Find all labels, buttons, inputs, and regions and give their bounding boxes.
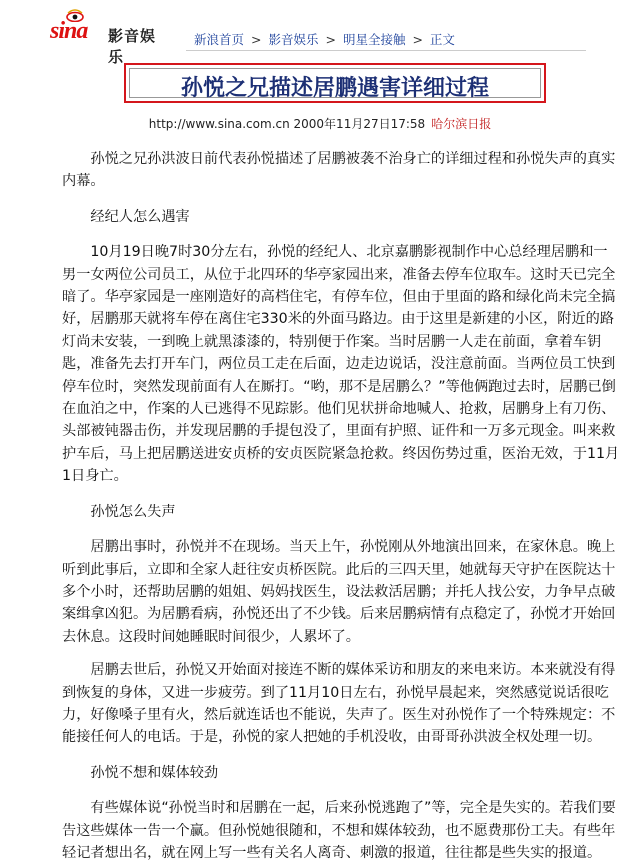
title-frame [124, 63, 546, 103]
logo-text: sina [50, 18, 88, 44]
breadcrumb-separator: > [325, 32, 336, 47]
breadcrumb-current[interactable]: 正文 [429, 32, 455, 47]
sina-logo[interactable] [50, 18, 170, 66]
breadcrumb-home[interactable]: 新浪首页 [194, 32, 245, 47]
article-url-date: http://www.sina.com.cn 2000年11月27日17:58 [148, 117, 426, 131]
article-title: 孙悦之兄描述居鹏遇害详细过程 [180, 76, 489, 101]
article-meta [0, 115, 640, 132]
breadcrumb-separator: > [251, 32, 262, 47]
site-header [0, 0, 640, 66]
intro-paragraph: 孙悦之兄孙洪波日前代表孙悦描述了居鹏被袭不治身亡的详细过程和孙悦失声的真实内幕。 [62, 151, 616, 190]
article-source[interactable]: 哈尔滨日报 [431, 117, 492, 131]
body-paragraph: 10月19日晚7时30分左右，孙悦的经纪人、北京嘉鹏影视制作中心总经理居鹏和一男一女两位公司员工，从位于北四环的华亭家园出来，准备去停车位取车。这时天已完全暗了。华亭家园是一座刚造好的高档住宅，有停车位，但由于里面的路和绿化尚未完全搞好，居鹏那天就将车停在离住宅330米的外面马路边。由于这里是新建的小区，附近的路灯尚未安装，一到晚上就黑漆漆的，特别便于作案。当时居鹏一人走在前面，拿着车钥匙，准备先去打开车门，两位员工走在后面，边走边说话，没注意前面。当两位员工快到停车位时，突然发现前面有人在厮打。“哟，那不是居鹏么？”等他俩跑过去时，居鹏已倒在血泊之中，作案的人已逃得不见踪影。他们见状拼命地喊人、抢救，居鹏身上有刀伤、头部被钝器击伤，并发现居鹏的手提包没了，里面有护照、证件和一万多元现金。叫来救护车后，马上把居鹏送进安贞桥的安贞医院紧急抢救。终因伤势过重，医治无效，于11月1日身亡。 [62, 244, 620, 485]
breadcrumb-star[interactable]: 明星全接触 [342, 32, 406, 47]
section-heading: 孙悦不想和媒体较劲 [90, 764, 219, 781]
breadcrumb [194, 30, 455, 48]
channel-name: 影音娱乐 [108, 27, 157, 66]
body-paragraph: 居鹏出事时，孙悦并不在现场。当天上午，孙悦刚从外地演出回来，在家休息。晚上听到此事后，立即和全家人赶往安贞桥医院。此后的三四天里，她就每天守护在医院达十多个小时，还帮助居鹏的姐姐、妈妈找医生，设法救活居鹏；并托人找公安，力争早点破案缉拿凶犯。为居鹏看病，孙悦还出了不少钱。后来居鹏病情有点稳定了，孙悦才开始回去休息。这段时间她睡眠时间很少，人累坏了。 [62, 539, 616, 645]
article-body [62, 148, 620, 864]
header-divider [186, 50, 586, 51]
breadcrumb-separator: > [412, 32, 423, 47]
breadcrumb-ent[interactable]: 影音娱乐 [268, 32, 319, 47]
section-heading: 孙悦怎么失声 [90, 503, 176, 520]
body-paragraph: 有些媒体说“孙悦当时和居鹏在一起，后来孙悦逃跑了”等，完全是失实的。若我们要告这些媒体一告一个赢。但孙悦她很随和，不想和媒体较劲，也不愿费那份工夫。有些年轻记者想出名，就在网上写一些有关名人离奇、刺激的报道，往往都是些失实的报道。 [62, 800, 616, 861]
section-heading: 经纪人怎么遇害 [90, 208, 190, 225]
body-paragraph: 居鹏去世后，孙悦又开始面对接连不断的媒体采访和朋友的来电来访。本来就没有得到恢复的身体，又进一步疲劳。到了11月10日左右，孙悦早晨起来，突然感觉说话很吃力，好像嗓子里有火，然后就连话也不能说，失声了。医生对孙悦作了一个特殊规定：不能接任何人的电话。于是，孙悦的家人把她的手机没收，由哥哥孙洪波全权处理一切。 [62, 662, 616, 746]
